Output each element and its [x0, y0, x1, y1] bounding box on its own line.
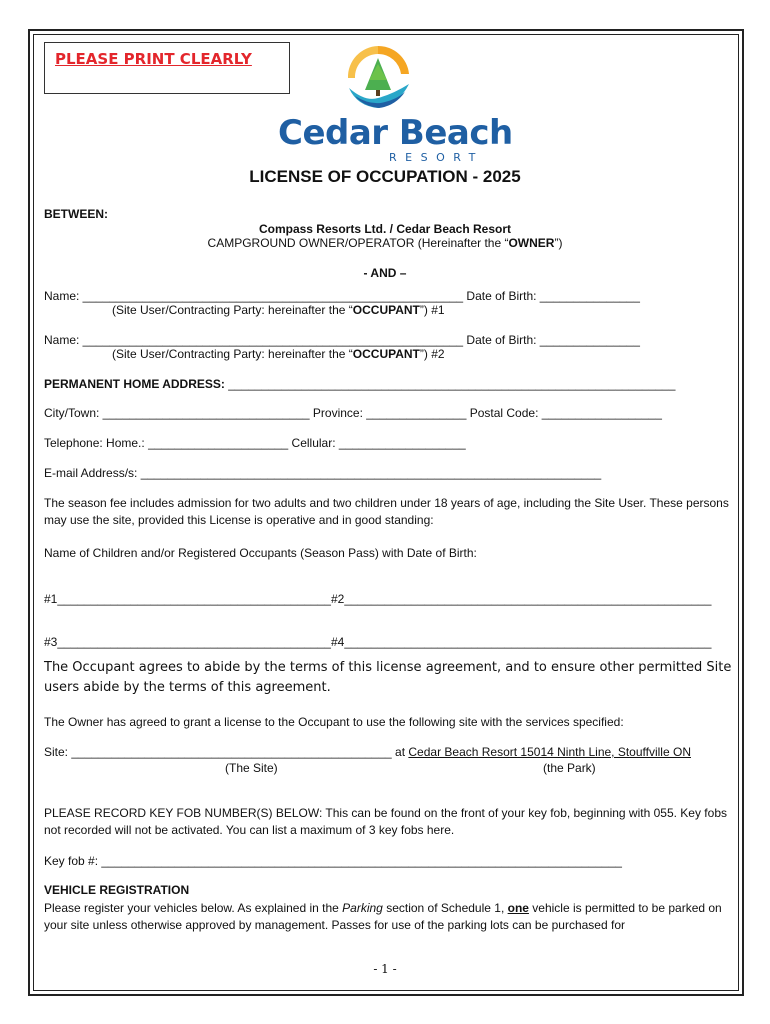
vehicle-registration-heading: VEHICLE REGISTRATION	[44, 883, 190, 897]
city-province-postal-field[interactable]: City/Town: _______________________________ Province: _______________ Postal Code: __________________	[44, 406, 662, 420]
site-field[interactable]: Site: ________________________________________________ at Cedar Beach Resort 15014 Ninth Line, Stouffville ON	[44, 745, 691, 759]
telephone-field[interactable]: Telephone: Home.: _____________________ Cellular: ___________________	[44, 436, 466, 450]
page-number: - 1 -	[373, 962, 397, 976]
children-row-2-field[interactable]: #3_________________________________________#4_______________________________________________________	[44, 635, 712, 649]
grant-paragraph: The Owner has agreed to grant a license to the Occupant to use the following site with the services specified:	[44, 715, 624, 729]
occupant-2-name-field[interactable]: Name: _________________________________________________________ Date of Birth: _______________	[44, 333, 640, 347]
print-clearly-notice: PLEASE PRINT CLEARLY	[55, 50, 252, 68]
brand-subtitle: RESORT	[389, 151, 484, 164]
occupant-1-caption: (Site User/Contracting Party: hereinafter the “OCCUPANT”) #1	[112, 303, 445, 317]
children-row-1-field[interactable]: #1_________________________________________#2_______________________________________________________	[44, 592, 712, 606]
site-caption: (The Site)	[225, 761, 278, 775]
park-caption: (the Park)	[543, 761, 596, 775]
permanent-address-field[interactable]: PERMANENT HOME ADDRESS: ___________________________________________________________________	[44, 377, 676, 391]
and-separator: - AND –	[363, 266, 407, 280]
document-title: LICENSE OF OCCUPATION - 2025	[249, 167, 521, 186]
occupant-1-name-field[interactable]: Name: _________________________________________________________ Date of Birth: _______________	[44, 289, 640, 303]
park-location: Cedar Beach Resort 15014 Ninth Line, Stouffville ON	[408, 745, 691, 759]
email-field[interactable]: E-mail Address/s: _____________________________________________________________________	[44, 466, 602, 480]
owner-role: CAMPGROUND OWNER/OPERATOR (Hereinafter the “OWNER”)	[207, 236, 563, 250]
vehicle-registration-paragraph: Please register your vehicles below. As explained in the Parking section of Schedule 1, one vehicle is permitted to be parked on your site unless otherwise approved by management. Passes for use of the parking lots can be purchased for	[44, 901, 722, 932]
brand-name: Cedar Beach	[278, 113, 513, 153]
key-fob-field[interactable]: Key fob #: ______________________________________________________________________________	[44, 854, 622, 868]
key-fob-instructions: PLEASE RECORD KEY FOB NUMBER(S) BELOW: This can be found on the front of your key fob, beginning with 055. Key fobs not recorded will not be activated. You can list a maximum of 3 key fobs here.	[44, 806, 727, 837]
season-fee-paragraph: The season fee includes admission for two adults and two children under 18 years of age, including the Site User. These persons may use the site, provided this License is operative and in good standing:	[44, 496, 729, 527]
between-label: BETWEEN:	[44, 207, 108, 221]
owner-name: Compass Resorts Ltd. / Cedar Beach Resort	[258, 222, 512, 236]
cedar-beach-logo-icon	[345, 44, 411, 110]
print-notice-box	[44, 42, 290, 94]
children-heading: Name of Children and/or Registered Occupants (Season Pass) with Date of Birth:	[44, 546, 477, 560]
occupant-2-caption: (Site User/Contracting Party: hereinafter the “OCCUPANT”) #2	[112, 347, 445, 361]
agreement-paragraph: The Occupant agrees to abide by the terms of this license agreement, and to ensure other permitted Site users abide by the terms of this agreement.	[44, 660, 732, 695]
